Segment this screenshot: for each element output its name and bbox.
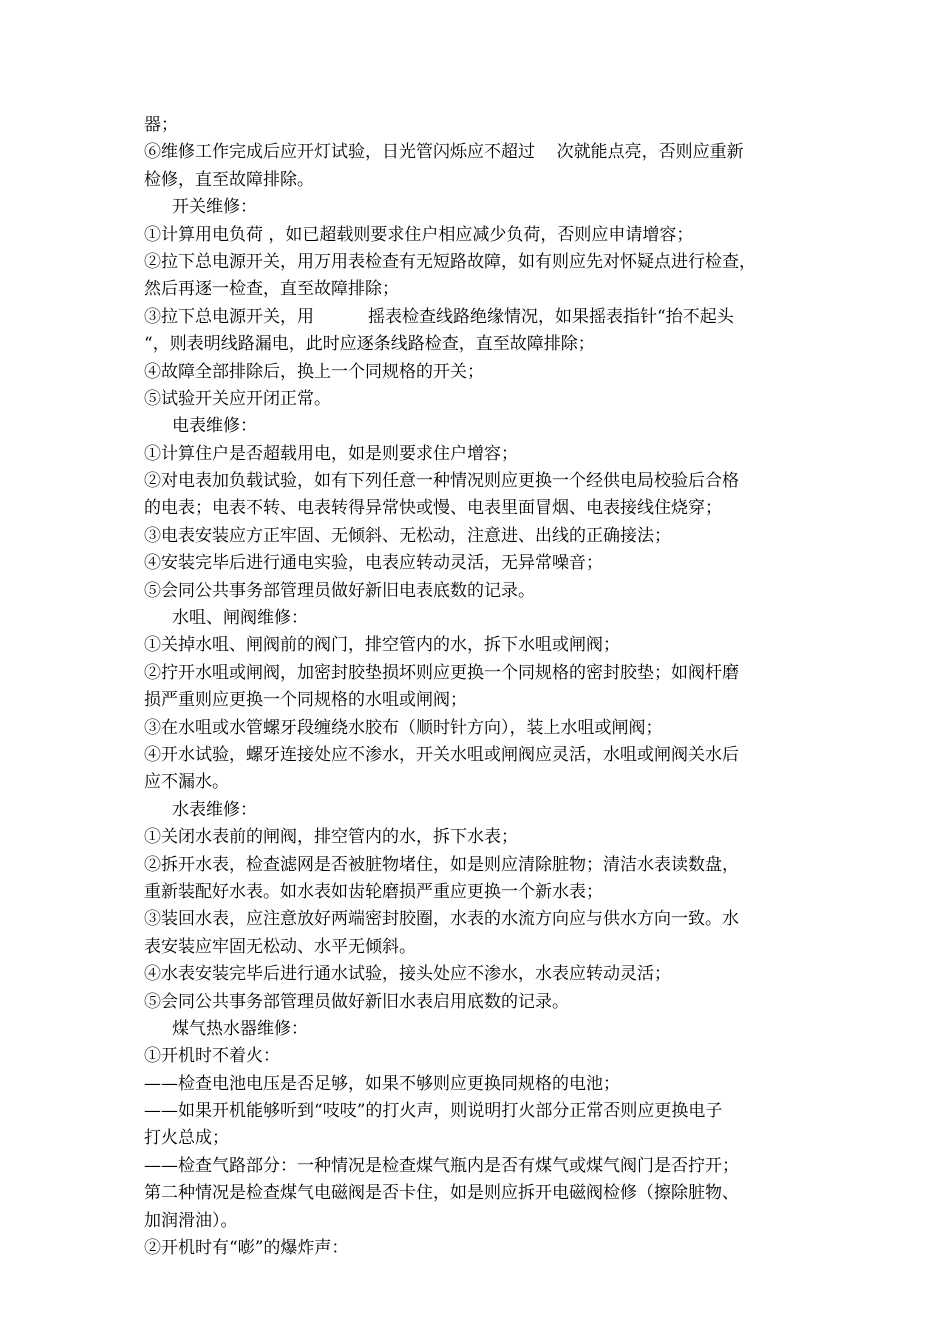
paragraph-line: ④故障全部排除后，换上一个同规格的开关； bbox=[144, 361, 484, 382]
section-heading: 水表维修： bbox=[172, 799, 257, 820]
paragraph-line: ②拉下总电源开关，用万用表检查有无短路故障，如有则应先对怀疑点进行检查， bbox=[144, 251, 756, 272]
paragraph-line: ③装回水表，应注意放好两端密封胶圈，水表的水流方向应与供水方向一致。水 bbox=[144, 909, 739, 930]
document-body bbox=[144, 112, 812, 1262]
paragraph-line: ③电表安装应方正牢固、无倾斜、无松动，注意进、出线的正确接法； bbox=[144, 525, 671, 546]
section-heading: 开关维修： bbox=[172, 197, 257, 218]
paragraph-line: 损严重则应更换一个同规格的水咀或闸阀； bbox=[144, 690, 467, 711]
section-heading: 煤气热水器维修： bbox=[172, 1018, 308, 1039]
paragraph-line: ⑤会同公共事务部管理员做好新旧电表底数的记录。 bbox=[144, 580, 535, 601]
paragraph-line: ④安装完毕后进行通电实验，电表应转动灵活，无异常噪音； bbox=[144, 553, 603, 574]
paragraph-line: ③在水咀或水管螺牙段缠绕水胶布（顺时针方向），装上水咀或闸阀； bbox=[144, 717, 663, 738]
paragraph-line: 打火总成； bbox=[144, 1128, 229, 1149]
paragraph-line: 检修，直至故障排除。 bbox=[144, 169, 314, 190]
paragraph-line: ③拉下总电源开关，用 摇表检查线路绝缘情况，如果摇表指针“抬不起头 bbox=[144, 306, 734, 327]
paragraph-line: ④水表安装完毕后进行通水试验，接头处应不渗水，水表应转动灵活； bbox=[144, 964, 671, 985]
paragraph-line: ①开机时不着火： bbox=[144, 1046, 280, 1067]
section-heading: 电表维修： bbox=[172, 416, 257, 437]
paragraph-line: ——检查气路部分：一种情况是检查煤气瓶内是否有煤气或煤气阀门是否拧开； bbox=[144, 1155, 739, 1176]
paragraph-line: ①关掉水咀、闸阀前的阀门，排空管内的水，拆下水咀或闸阀； bbox=[144, 635, 620, 656]
paragraph-line: 第二种情况是检查煤气电磁阀是否卡住，如是则应拆开电磁阀检修（擦除脏物、 bbox=[144, 1183, 739, 1204]
paragraph-line: ①计算住户是否超载用电，如是则要求住户增容； bbox=[144, 443, 518, 464]
paragraph-line: 重新装配好水表。如水表如齿轮磨损严重应更换一个新水表； bbox=[144, 881, 603, 902]
paragraph-line: ⑤会同公共事务部管理员做好新旧水表启用底数的记录。 bbox=[144, 991, 569, 1012]
paragraph-line: ——如果开机能够听到“吱吱”的打火声，则说明打火部分正常否则应更换电子 bbox=[144, 1101, 723, 1122]
paragraph-line: 应不漏水。 bbox=[144, 772, 229, 793]
paragraph-line: ①关闭水表前的闸阀，排空管内的水，拆下水表； bbox=[144, 827, 518, 848]
paragraph-line: ②对电表加负载试验，如有下列任意一种情况则应更换一个经供电局校验后合格 bbox=[144, 471, 739, 492]
paragraph-line: 器； bbox=[144, 115, 178, 135]
paragraph-line: ②拧开水咀或闸阀，加密封胶垫损坏则应更换一个同规格的密封胶垫；如阀杆磨 bbox=[144, 662, 739, 683]
paragraph-line: ①计算用电负荷 ，如已超载则要求住户相应减少负荷，否则应申请增容； bbox=[144, 224, 694, 245]
paragraph-line: ②开机时有“嘭”的爆炸声： bbox=[144, 1238, 349, 1259]
paragraph-line: ⑤试验开关应开闭正常。 bbox=[144, 388, 331, 409]
paragraph-line: ④开水试验，螺牙连接处应不渗水，开关水咀或闸阀应灵活，水咀或闸阀关水后 bbox=[144, 744, 739, 765]
paragraph-line: 的电表；电表不转、电表转得异常快或慢、电表里面冒烟、电表接线住烧穿； bbox=[144, 498, 722, 519]
paragraph-line: 加润滑油）。 bbox=[144, 1210, 238, 1231]
paragraph-line: ⑥维修工作完成后应开灯试验，日光管闪烁应不超过 次就能点亮，否则应重新 bbox=[144, 142, 744, 163]
paragraph-line: ——检查电池电压是否足够，如果不够则应更换同规格的电池； bbox=[144, 1073, 620, 1094]
paragraph-line: “，则表明线路漏电，此时应逐条线路检查，直至故障排除； bbox=[144, 334, 595, 355]
paragraph-line: 表安装应牢固无松动、水平无倾斜。 bbox=[144, 936, 416, 957]
paragraph-line: 然后再逐一检查，直至故障排除； bbox=[144, 279, 399, 300]
section-heading: 水咀、闸阀维修： bbox=[172, 608, 308, 629]
paragraph-line: ②拆开水表，检查滤网是否被脏物堵住，如是则应清除脏物；清洁水表读数盘， bbox=[144, 854, 739, 875]
